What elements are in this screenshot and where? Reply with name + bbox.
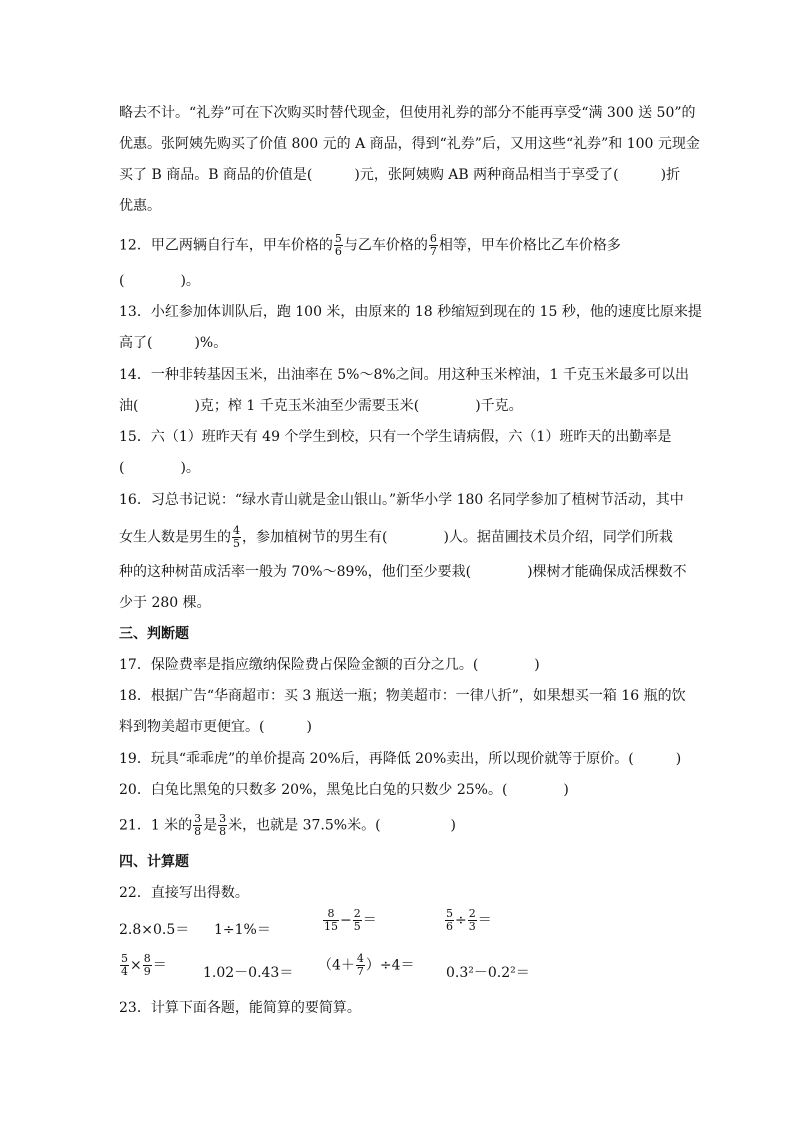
section-heading-judgement: 三、判断题 bbox=[119, 626, 189, 642]
question-13-line-2: 高了( )%。 bbox=[119, 335, 228, 351]
fraction-5-6: $\frac{5}{6}$ bbox=[334, 232, 342, 258]
q21-text-a: 21．1 米的 bbox=[119, 817, 193, 834]
fraction-8-9: $\frac{8}{9}$ bbox=[143, 952, 151, 978]
q12-answer: ( )。 bbox=[119, 273, 200, 289]
question-18-line-2: 料到物美超市更便宜。( ) bbox=[119, 719, 312, 735]
q11-line-3: 买了 B 商品。B 商品的价值是( )元，张阿姨购 AB 两种商品相当于享受了( )折 bbox=[119, 167, 681, 183]
calc-item-2: 1÷1%＝ bbox=[214, 922, 271, 938]
q12-text-a: 12．甲乙两辆自行车，甲车价格的 bbox=[119, 237, 333, 254]
q16-text-b: ，参加植树节的男生有( )人。据苗圃技术员介绍，同学们所栽 bbox=[242, 529, 673, 546]
calc-item-8: 0.3²－0.2²＝ bbox=[446, 965, 530, 981]
question-15-line-1: 15．六（1）班昨天有 49 个学生到校，只有一个学生请病假，六（1）班昨天的出勤率是 bbox=[119, 429, 672, 445]
question-21 bbox=[119, 813, 456, 838]
q16-text-a: 女生人数是男生的 bbox=[119, 529, 231, 546]
calc-item-7: （4＋ $\frac{4}{7}$ ）÷4＝ bbox=[318, 952, 415, 978]
calc-item-4: $\frac{5}{6}$ ÷ $\frac{2}{3}$ ＝ bbox=[446, 907, 492, 933]
question-13-line-1: 13．小红参加体训队后，跑 100 米，由原来的 18 秒缩短到现在的 15 秒，他的速度比原来提 bbox=[119, 304, 702, 320]
fraction-5-4: $\frac{5}{4}$ bbox=[121, 952, 128, 978]
calc-item-3: $\frac{8}{15}$ − $\frac{2}{5}$ ＝ bbox=[324, 907, 377, 933]
question-16-line-2 bbox=[119, 525, 673, 550]
question-23: 23．计算下面各题，能简算的要简算。 bbox=[119, 1000, 361, 1016]
q11-line-4: 优惠。 bbox=[119, 198, 161, 214]
calc-item-1: 2.8×0.5＝ bbox=[119, 922, 190, 938]
q11-line-2: 优惠。张阿姨先购买了价值 800 元的 A 商品，得到“礼券”后，又用这些“礼券”和 100 元现金 bbox=[119, 136, 700, 152]
question-22: 22．直接写出得数。 bbox=[119, 885, 249, 901]
question-20: 20．白兔比黑兔的只数多 20%，黑兔比白兔的只数少 25%。( ) bbox=[119, 782, 569, 798]
fraction-8-15: $\frac{8}{15}$ bbox=[324, 907, 338, 933]
fraction-3-8-a: $\frac{3}{8}$ bbox=[194, 812, 202, 838]
fraction-3-8-b: $\frac{3}{8}$ bbox=[219, 812, 227, 838]
fraction-6-7: $\frac{6}{7}$ bbox=[429, 232, 437, 258]
calc-item-5: $\frac{5}{4}$ × $\frac{8}{9}$ ＝ bbox=[121, 952, 167, 978]
section-heading-calculation: 四、计算题 bbox=[119, 854, 189, 870]
question-16-line-1: 16．习总书记说：“绿水青山就是金山银山。”新华小学 180 名同学参加了植树节活动，其中 bbox=[119, 492, 684, 508]
question-14-line-2: 油( )克；榨 1 千克玉米油至少需要玉米( )千克。 bbox=[119, 398, 523, 414]
question-18-line-1: 18．根据广告“华商超市：买 3 瓶送一瓶；物美超市：一律八折”，如果想买一箱 16 瓶的饮 bbox=[119, 688, 686, 704]
question-16-line-4: 少于 280 棵。 bbox=[119, 595, 211, 611]
fraction-5-6: $\frac{5}{6}$ bbox=[446, 907, 453, 933]
question-12 bbox=[119, 233, 621, 258]
q21-text-c: 米，也就是 37.5%米。( ) bbox=[228, 817, 457, 834]
question-17: 17．保险费率是指应缴纳保险费占保险金额的百分之几。( ) bbox=[119, 657, 540, 673]
question-16-line-3: 种的这种树苗成活率一般为 70%～89%，他们至少要栽( )棵树才能确保成活棵数不 bbox=[119, 564, 687, 580]
fraction-2-3: $\frac{2}{3}$ bbox=[468, 907, 476, 933]
q12-text-c: 相等，甲车价格比乙车价格多 bbox=[438, 237, 621, 254]
question-14-line-1: 14．一种非转基因玉米，出油率在 5%～8%之间。用这种玉米榨油，1 千克玉米最多可以出 bbox=[119, 367, 690, 383]
fraction-4-5: $\frac{4}{5}$ bbox=[233, 524, 240, 550]
fraction-2-5: $\frac{2}{5}$ bbox=[353, 907, 361, 933]
question-19: 19．玩具“乖乖虎”的单价提高 20%后，再降低 20%卖出，所以现价就等于原价。( ) bbox=[119, 751, 682, 767]
fraction-4-7: $\frac{4}{7}$ bbox=[356, 952, 364, 978]
question-15-line-2: ( )。 bbox=[119, 460, 200, 476]
calc-item-6: 1.02－0.43＝ bbox=[203, 965, 294, 981]
q11-line-1: 略去不计。“礼券”可在下次购买时替代现金，但使用礼券的部分不能再享受“满 300 送 50”的 bbox=[119, 105, 696, 121]
q12-text-b: 与乙车价格的 bbox=[343, 237, 428, 254]
q21-text-b: 是 bbox=[203, 817, 218, 834]
